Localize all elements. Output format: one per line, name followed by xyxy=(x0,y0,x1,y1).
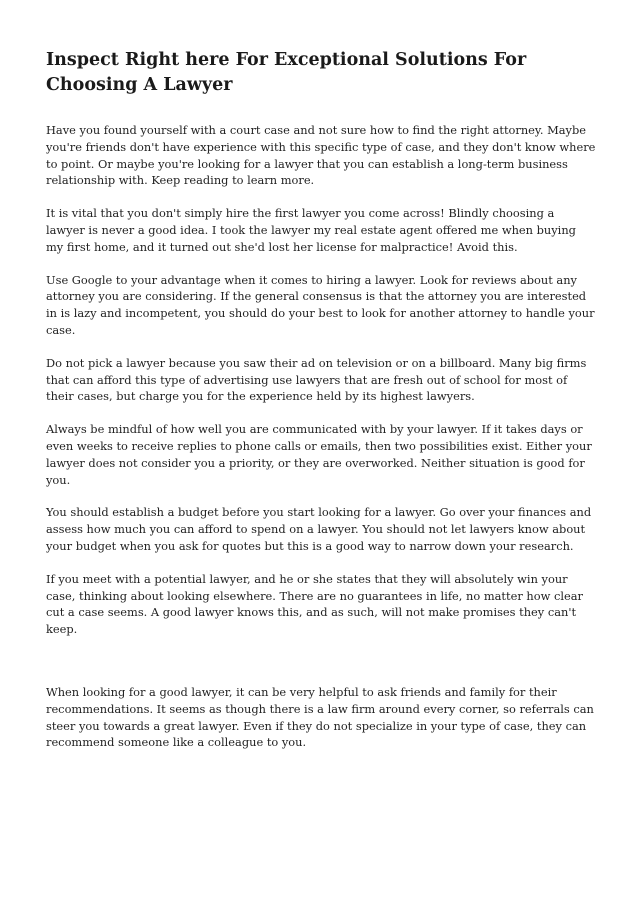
paragraph-4: Do not pick a lawyer because you saw their ad on television or on a billboard. Many big firms that can afford this type of advertising use lawyers that are fresh out of school for most of their cases, but charge you for the experience held by its highest lawyers. xyxy=(46,355,587,404)
paragraph-7: If you meet with a potential lawyer, and he or she states that they will absolutely win your case, thinking about looking elsewhere. There are no guarantees in life, no matter how clear cut a case seems. A good lawyer knows this, and as such, will not make promises they can't keep. xyxy=(46,571,583,637)
paragraph-1: Have you found yourself with a court case and not sure how to find the right attorney. Maybe you're friends don't have experience with this specific type of case, and they don't know where to point. Or maybe you're looking for a lawyer that you can establish a long-term business relationship with. Keep reading to learn more. xyxy=(46,123,596,188)
paragraph-5: Always be mindful of how well you are communicated with by your lawyer. If it takes days or even weeks to receive replies to phone calls or emails, then two possibilities exist. Either your lawyer does not consider you a priority, or they are overworked. Neither situation is good for you. xyxy=(46,422,592,487)
paragraph-6: You should establish a budget before you start looking for a lawyer. Go over your finances and assess how much you can afford to spend on a lawyer. You should not let lawyers know about your budget when you ask for quotes but this is a good way to narrow down your research. xyxy=(46,505,592,553)
document-body xyxy=(46,122,596,751)
document-page xyxy=(46,48,596,767)
document-title: Inspect Right here For Exceptional Solutions For Choosing A Lawyer xyxy=(46,50,527,95)
paragraph-8: When looking for a good lawyer, it can be very helpful to ask friends and family for their recommendations. It seems as though there is a law firm around every corner, so referrals can steer you towards a great lawyer. Even if they do not specialize in your type of case, they can recommend someone like a colleague to you. xyxy=(46,684,594,750)
paragraph-3: Use Google to your advantage when it comes to hiring a lawyer. Look for reviews about any attorney you are considering. If the general consensus is that the attorney you are interested in is lazy and incompetent, you should do your best to look for another attorney to handle your case. xyxy=(46,272,595,337)
paragraph-2: It is vital that you don't simply hire the first lawyer you come across! Blindly choosing a lawyer is never a good idea. I took the lawyer my real estate agent offered me when buying my first home, and it turned out she'd lost her license for malpractice! Avoid this. xyxy=(46,206,576,254)
